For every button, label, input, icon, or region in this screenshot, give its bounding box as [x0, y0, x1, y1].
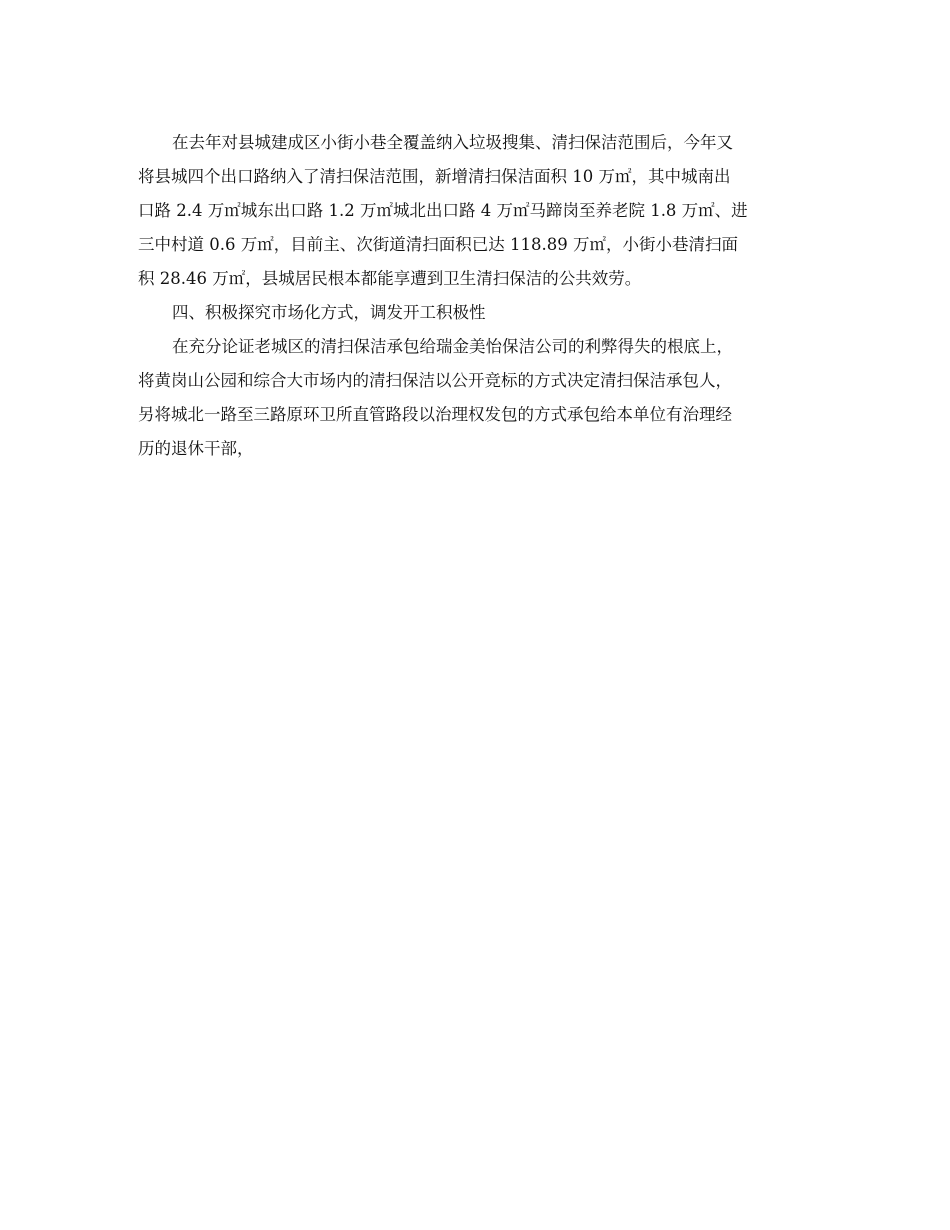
paragraph-street-cleaning-coverage: [138, 126, 818, 296]
paragraph-line: 在去年对县城建成区小街小巷全覆盖纳入垃圾搜集、清扫保洁范围后，今年又: [172, 133, 733, 152]
section-heading-market-approach: 四、积极探究市场化方式，调发开工积极性: [172, 303, 486, 322]
paragraph-line: 三中村道 0.6 万㎡，目前主、次街道清扫面积已达 118.89 万㎡，小街小巷清扫面: [138, 235, 738, 254]
paragraph-line: 口路 2.4 万㎡城东出口路 1.2 万㎡城北出口路 4 万㎡马蹄岗至养老院 1.8 万㎡、进: [138, 201, 748, 220]
document-body: [138, 126, 818, 466]
paragraph-line: 另将城北一路至三路原环卫所直管路段以治理权发包的方式承包给本单位有治理经: [138, 405, 732, 424]
paragraph-line: 将县城四个出口路纳入了清扫保洁范围，新增清扫保洁面积 10 万㎡，其中城南出: [138, 167, 731, 186]
paragraph-line: 在充分论证老城区的清扫保洁承包给瑞金美怡保洁公司的利弊得失的根底上，: [172, 337, 733, 356]
paragraph-line: 将黄岗山公园和综合大市场内的清扫保洁以公开竞标的方式决定清扫保洁承包人，: [138, 371, 732, 390]
paragraph-line: 历的退休干部，: [138, 439, 254, 458]
paragraph-contracting: [138, 330, 818, 466]
paragraph-line: 积 28.46 万㎡，县城居民根本都能享遭到卫生清扫保洁的公共效劳。: [138, 269, 642, 288]
